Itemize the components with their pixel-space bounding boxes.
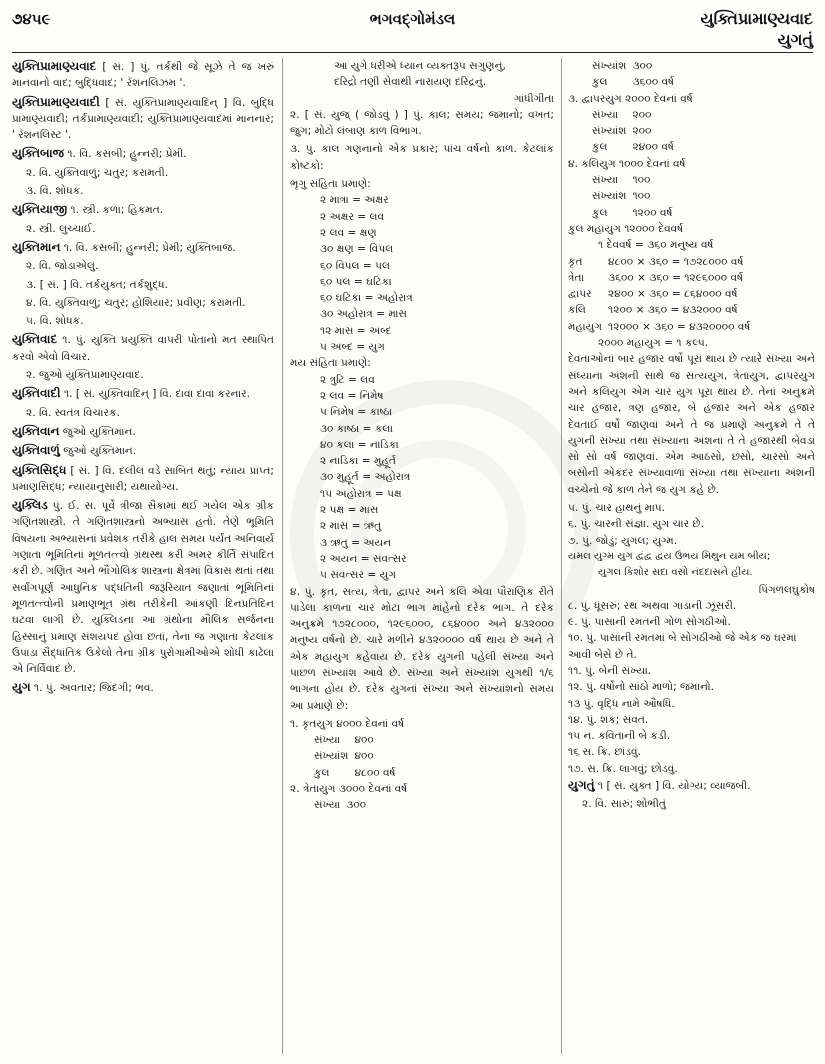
headword: યુક્તિવાળું xyxy=(12,443,60,458)
headword: યુક્લિડ xyxy=(12,498,48,513)
cell-value: ૩૦૦ xyxy=(632,60,653,72)
list-item: ૫ અબ્દ = યુગ xyxy=(320,341,385,354)
list-item: ૧૧. પું. બેની સંખ્યા. xyxy=(568,664,652,677)
cell-label: સંખ્યાંશ xyxy=(314,750,349,763)
bhrigu-table xyxy=(290,192,554,355)
definition: ૧. પું. અવતાર; જિંદગી; ભવ. xyxy=(30,682,154,695)
definition: ૧ [ સં. યુક્ત ] વિ. યોગ્ય; વ્યાજબી. xyxy=(594,780,751,793)
dictionary-entry xyxy=(12,331,274,365)
list-item: ૬૦ વિપલ = પલ xyxy=(320,259,391,272)
definition: [ સં. યુક્તિપ્રામાણ્યવાદિન્ ] વિ. બુદ્ધિ પ્રામાણ્યવાદી; તર્કપ્રામાણ્યવાદી; યુક્તિપ્રામાણ્યવાદમાં માનનાર; ' રૅશનલિસ્ટ '. xyxy=(12,96,274,142)
dictionary-entry xyxy=(12,94,274,144)
definition: પું. ઈ. સ. પૂર્વે ત્રીજા સૈકામાં થઈ ગયેલ એક ગ્રીક ગણિતશાસ્ત્રી. તે ગણિતશાસ્ત્રનો અભ્યાસ હતો. તેણે ભૂમિતિ વિષયના અભ્યાસનાં પ્રવેશક તરીકે હાલ સમય પર્યંત અનિવાર્ય ગણાતા ભૂમિતિનાં મૂળતત્ત્વો ગ્રંથસ્થ કરી અમર કીર્તિ સંપાદિત કરી છે. ગણિત અને ભૌગોલિક શાસ્ત્રના ક્ષેત્રમાં વિકાસ થતાં તથા સર્વાંગપૂર્ણ આધુનિક પદ્ધતિની જરૂરિયાત જણાતાં ભૂમિતિનાં મૂળતત્ત્વોની પ્રમાણભૂત ગ્રંથ તરીકેની આંકણી દિનપ્રતિદિન ઘટવા લાગી છે. યુક્લિડના આ ગ્રંથોના મૌલિક સર્જનના હિસ્સાનું પ્રમાણ સંશયપદ હોવા છતાં, તેના જ ગણાતા કેટલાક ઉપાડા સૈદ્ધાંતિક ઉકેલો તેના ગ્રીક પુરોગામીઓએ શોધી કાઢેલા એ નિર્વિવાદ છે. xyxy=(12,500,274,676)
sense-list xyxy=(568,500,815,549)
quote-line: દરિદ્રો તણી સેવાથી નારાયણ દરિદ્રનું. xyxy=(334,76,487,89)
dictionary-entry xyxy=(12,442,274,459)
dictionary-entry xyxy=(12,405,274,421)
cell-value: ૨૦૦ xyxy=(632,108,652,121)
definition: ૧. વિ. કસબી; હુન્નરી; પ્રેમી. xyxy=(63,148,187,161)
list-item: ૧૪. પું. શક; સંવત. xyxy=(568,713,649,726)
cell-label: કુલ xyxy=(592,141,608,154)
quote-line: આ યુગે ધરીએ ધ્યાન વ્યક્તરૂપ સગુણનું, xyxy=(334,60,506,72)
table-row xyxy=(568,254,756,270)
list-item: ૫ સંવત્સર = યુગ xyxy=(320,569,397,582)
list-item: ૨ લવ = નિમેષ xyxy=(320,389,384,402)
cell-value: ૨૪૦૦ વર્ષ xyxy=(632,141,674,154)
cell-value: ૪૦૦ xyxy=(354,750,374,763)
dictionary-entry xyxy=(12,313,274,329)
dictionary-entry xyxy=(12,165,274,181)
bhrigu-heading: ભૃગુ સંહિતા પ્રમાણે: xyxy=(290,178,371,191)
guide-word-bottom: યુગતું xyxy=(777,30,813,49)
column-2 xyxy=(290,58,554,814)
dictionary-entry xyxy=(12,497,274,677)
definition: ૨. જુઓ યુક્તિપ્રામાણ્યવાદ. xyxy=(26,369,144,382)
list-item: ૩૦ અહોરાત્ર = માસ xyxy=(320,308,408,321)
dictionary-entry xyxy=(12,183,274,199)
column-1 xyxy=(12,58,274,699)
definition: ૧. સ્ત્રી. કળા; હિકમત. xyxy=(67,204,164,217)
cell-value: ૩૬૦૦ × ૩૬૦ = ૧૨૯૬૦૦૦ વર્ષ xyxy=(608,271,743,284)
dictionary-entry xyxy=(12,423,274,440)
dictionary-entry xyxy=(12,239,274,256)
column-divider xyxy=(282,58,283,1054)
cell-label: કુલ xyxy=(592,76,608,89)
cell-label: સંખ્યા xyxy=(592,174,619,187)
treta-table xyxy=(314,797,372,813)
definition: ૨. વિ. સ્વતંત્ર વિચારક. xyxy=(26,406,120,419)
list-item: ૬. પું. ચારની સંજ્ઞા. યુગ ચાર છે. xyxy=(568,518,704,531)
cell-value: ૧૨૦૦ વર્ષ xyxy=(632,206,673,219)
cell-label: સંખ્યા xyxy=(314,799,341,812)
mahayuga-total: કુલ મહાયુગ ૧૨૦૦૦ દેવવર્ષ xyxy=(568,222,684,235)
definition: ૩. [ સં. ] વિ. તર્કયુક્ત; તર્કશુદ્ધ. xyxy=(26,278,168,291)
cell-label: ત્રેતા xyxy=(568,271,585,284)
list-item: ૬૦ ઘટિકા = અહોરાત્ર xyxy=(320,292,413,305)
cell-label: કલિ xyxy=(568,304,586,317)
list-item: ૧૨. પું. વર્ષોનો સાંઠો માળો; જમાનો. xyxy=(568,681,715,694)
guide-word-top: યુક્તિપ્રામાણ્યવાદ xyxy=(700,9,813,28)
dvapar-heading: ૩. દ્વાપરયુગ ૨૦૦૦ દેવનાં વર્ષ xyxy=(568,92,693,105)
cell-value: ૪૮૦૦ × ૩૬૦ = ૧૭૨૮૦૦૦ વર્ષ xyxy=(608,255,744,268)
definition: જુઓ યુક્તિમાન. xyxy=(59,425,136,438)
book-title: ભગવદ્ગોમંડલ xyxy=(369,10,456,28)
cell-label: સંખ્યાંશ xyxy=(592,60,627,72)
cell-label: સંખ્યા xyxy=(592,108,619,121)
cell-label: મહાયુગ xyxy=(568,320,603,333)
cell-value: ૨૪૦૦ × ૩૬૦ = ૮૬૪૦૦૦ વર્ષ xyxy=(608,288,738,301)
entry-yugatu xyxy=(568,777,815,794)
list-item: ૧૫ અહોરાત્ર = પક્ષ xyxy=(320,487,402,500)
definition: ૧. [ સં. યુક્તિવાદિન્ ] વિ. દાવા દાવા કરનાર. xyxy=(60,388,250,401)
headword: યુક્તિપ્રામાણ્યવાદ xyxy=(12,59,97,73)
kalpa-line: ૨૦૦૦ મહાયુગ = ૧ કલ્પ. xyxy=(598,337,709,350)
dvapar-table xyxy=(592,107,680,156)
list-item: ૫. પું. ચાર હાથનું માપ. xyxy=(568,502,666,515)
list-item: ૩૦ ક્ષણ = વિપલ xyxy=(320,243,394,256)
headword: યુક્તિવાદી xyxy=(12,386,61,401)
cell-value: ૧૨૦૦૦ × ૩૬૦ = ૪૩૨૦૦૦૦ વર્ષ xyxy=(608,320,751,333)
headword: યુક્તિસિદ્ધ xyxy=(12,462,67,477)
dictionary-entry xyxy=(12,385,274,402)
list-item: ૭. પું. જોડું; યુગલ; યુગ્મ. xyxy=(568,534,678,547)
list-item: ૨ નાડિકા = મુહૂર્ત xyxy=(320,455,397,468)
headword: યુગતું xyxy=(568,778,595,793)
cell-label: કૃત xyxy=(568,255,583,268)
verse-line: યમલ યુગ્મ યુગ દ્વંદ્વ દ્વય ઉભય મિથુન યમ બીય; xyxy=(568,550,771,562)
calc-table xyxy=(568,254,756,335)
sense-4: ૪. પું. કૃત, સત્ય, ત્રેતા, દ્વાપર અને કલિ એવા પૌરાણિક રીતે પાડેલા કાળના ચાર મોટા ભાગ માંહેનો દરેક ભાગ. તે દરેક અનુક્રમે ૧૭૨૮૦૦૦, ૧૨૯૬૦૦૦, ૮૬૪૦૦૦ અને ૪૩૨૦૦૦ મનુષ્ય વર્ષનો છે. ચારે મળીને ૪૩૨૦૦૦૦ વર્ષ થાય છે અને તે એક મહાયુગ કહેવાય છે. દરેક યુગની પહેલી સંખ્યા અને પાછળ સંખ્યાંશ આવે છે. સંખ્યા અને સંખ્યાંશ યુગથી ૧/૬ ભાગના હોય છે. દરેક યુગનાં સંખ્યા અને સંખ્યાંશનો સમય આ પ્રમાણે છે: xyxy=(290,585,554,712)
dictionary-entry xyxy=(12,367,274,383)
cell-label: કુલ xyxy=(592,206,608,219)
definition: ૫. વિ. શોધક. xyxy=(26,315,84,328)
list-item: ૧૨ માસ = અબ્દ xyxy=(320,324,392,337)
table-row xyxy=(568,302,756,318)
entry-sense: ૨. વિ. સારું; શોભીતું xyxy=(582,798,666,811)
list-item: ૯. પું. પાસાની રમતની ગોળ સોગઠીઓ. xyxy=(568,616,731,629)
page-header xyxy=(12,8,813,56)
verse-source: પિંગળલઘુકોષ xyxy=(758,583,815,596)
dictionary-entry xyxy=(12,221,274,237)
definition: [ સં. ] વિ. દલીલ વડે સાબિત થતું; ન્યાય પ્રાપ્ત; પ્રમાણસિદ્ધ; ન્યાયાનુસારી; યથાયોગ્ય. xyxy=(12,464,274,493)
dictionary-entry xyxy=(12,201,274,218)
cell-value: ૩૦૦ xyxy=(346,799,367,812)
guide-words xyxy=(700,8,813,50)
table-row xyxy=(314,732,402,748)
list-item: ૩ ઋતુ = અયન xyxy=(320,536,392,549)
list-item: ૩૦ કાષ્ઠા = કલા xyxy=(320,422,393,435)
list-item: ૫ નિમેષ = કાષ્ઠા xyxy=(320,406,393,419)
table-row xyxy=(592,172,679,188)
table-row xyxy=(592,74,680,90)
page-number: ૭૪૫૯ xyxy=(12,10,51,28)
header-rule xyxy=(12,52,813,53)
list-item: ૪૦ કલા = નાડિકા xyxy=(320,438,399,451)
list-item: ૨ અયન = સંવત્સર xyxy=(320,552,407,565)
table-row xyxy=(568,319,756,335)
list-item: ૨ પક્ષ = માસ xyxy=(320,504,379,517)
list-item: ૨ માસ = ઋતુ xyxy=(320,520,382,533)
cell-value: ૪૮૦૦ વર્ષ xyxy=(354,766,396,779)
maya-heading: મય સંહિતા પ્રમાણે: xyxy=(290,357,371,370)
treta-heading: ૨. ત્રેતાયુગ ૩૦૦૦ દેવનાં વર્ષ xyxy=(290,783,408,796)
cell-value: ૩૬૦૦ વર્ષ xyxy=(632,76,675,89)
column-3 xyxy=(568,58,815,815)
table-row xyxy=(592,139,680,155)
definition: ૨. સ્ત્રી. લુચ્ચાઈ. xyxy=(26,222,96,235)
definition: ૨. વિ. જોડાએલું. xyxy=(26,260,99,273)
headword: યુક્તિવાદ xyxy=(12,332,58,347)
yuga-paragraph: દેવતાઓનાં બાર હજાર વર્ષો પૂરાં થાય છે ત્યારે સંખ્યા અને સંધ્યાના અંશની સાથે જ સત્યયુગ, ત્રેતાયુગ, દ્વાપરયુગ અને કલિયુગ એમ ચાર યુગ પૂરા થાય છે. તેનાં અનુક્રમે ચાર હજાર, ત્રણ હજાર, બે હજાર અને એક હજાર દેવતાઈ વર્ષો જાણવાં અને તે જ પ્રમાણે અનુક્રમે તે તે યુગની સંખ્યા તથા સંખ્યાના અંશનાં તે તે હજારથી બેવડાં સો સો વર્ષ જાણવાં. એમ આઠસો, છસો, ચારસો અને બસોની એકંદર સંખ્યાવાળાં સંખ્યા તથા સંખ્યાના અંશની વચ્ચેનો જે કાળ તેને જ યુગ કહે છે. xyxy=(568,353,815,496)
dictionary-entry xyxy=(12,258,274,274)
dictionary-entry xyxy=(12,295,274,311)
list-item: ૧૦. પું. પાસાની રમતમાં બે સોગઠીઓ જે એક જ ઘરમાં આવી બેસે છે તે. xyxy=(568,632,797,661)
cell-label: સંખ્યાંશ xyxy=(592,125,627,138)
cell-value: ૨૦૦ xyxy=(632,125,652,138)
table-row xyxy=(568,286,756,302)
list-item: ૮. પું. ધૂંસરું; રથ અથવા ગાડાની ઝૂંસરી. xyxy=(568,599,737,612)
maya-table xyxy=(290,372,554,584)
list-item: ૨ અક્ષર = લવ xyxy=(320,210,385,223)
list-item: ૧૭. સ. ક્રિ. લાગવું; છોડવું. xyxy=(568,762,678,775)
table-row xyxy=(314,748,402,764)
table-row xyxy=(592,205,679,221)
definition: ૨. વિ. યુક્તિવાળું; ચતુર; કરામતી. xyxy=(26,166,169,179)
table-row xyxy=(592,107,680,123)
krita-table xyxy=(314,732,402,781)
table-row xyxy=(568,270,756,286)
sense-3: ૩. પું. કાલ ગણનાનો એક પ્રકાર; પાંચ વર્ષનો કાળ. કેટલાંક કોષ્ટકો: xyxy=(290,143,554,172)
cell-value: ૧૦૦ xyxy=(632,190,651,203)
cell-value: ૧૨૦૦ × ૩૬૦ = ૪૩૨૦૦૦ વર્ષ xyxy=(608,304,738,317)
kali-table xyxy=(592,172,679,221)
definition: ૪. વિ. યુક્તિવાળું; ચતુર; હોશિયાર; પ્રવીણ; કરામતી. xyxy=(26,296,246,309)
dev-year: ૧ દેવવર્ષ = ૩૬૦ મનુષ્ય વર્ષ xyxy=(598,239,714,252)
definition: ૧. વિ. કસબી; હુન્નરી; પ્રેમી; યુક્તિબાજ. xyxy=(60,241,236,254)
table-row xyxy=(592,123,680,139)
definition: ૧. પું. યુક્તિ પ્રયુક્તિ વાપરી પોતાનો મત સ્થાપિત કરવો એવો વિચાર. xyxy=(12,334,274,363)
table-row xyxy=(592,188,679,204)
dictionary-entry xyxy=(12,679,274,696)
table-row xyxy=(314,765,402,781)
dictionary-entry xyxy=(12,58,274,92)
cell-value: ૧૦૦ xyxy=(632,174,651,187)
list-item: ૧૫ ન. કવિતાની બે કડી. xyxy=(568,730,671,743)
headword: યુગ xyxy=(12,680,31,695)
cell-label: સંખ્યાંશ xyxy=(592,190,627,203)
list-item: ૨ ત્રુટિ = લવ xyxy=(320,373,375,386)
quote-source: ગાંધીગીતા xyxy=(513,92,554,105)
headword: યુક્તિપ્રામાણ્યવાદી xyxy=(12,94,100,109)
headword: યુક્તિવાન xyxy=(12,423,60,438)
cell-value: ૪૦૦ xyxy=(354,734,374,747)
dictionary-entry xyxy=(12,145,274,162)
cell-label: કુલ xyxy=(314,766,330,779)
column-divider xyxy=(561,58,562,1054)
kali-heading: ૪. કલિયુગ ૧૦૦૦ દેવનાં વર્ષ xyxy=(568,157,686,170)
list-item: ૧૩ પું. વૃદ્ધિ નામે ઔષધિ. xyxy=(568,697,675,710)
list-item: ૩૦ મુહૂર્ત = અહોરાત્ર xyxy=(320,471,411,484)
dictionary-entry xyxy=(12,277,274,293)
list-item: ૨ લવ = ક્ષણ xyxy=(320,226,377,239)
cell-label: સંખ્યા xyxy=(314,734,341,747)
headword: યુક્તિયાજી xyxy=(12,202,68,217)
headword: યુક્તિબાજ xyxy=(12,146,64,161)
dictionary-entry xyxy=(12,462,274,496)
list-item: ૨ માત્રા = અક્ષર xyxy=(320,194,389,207)
definition: જુઓ યુક્તિમાન. xyxy=(59,445,137,458)
definition: ૩. વિ. શોધક. xyxy=(26,185,84,198)
treta-table-cont xyxy=(592,58,680,91)
list-item: ૧૬ સ. ક્રિ. છાંડવું. xyxy=(568,746,641,759)
sense-list-2 xyxy=(568,598,815,777)
table-row xyxy=(314,797,372,813)
table-row xyxy=(592,58,680,74)
headword: યુક્તિમાન xyxy=(12,239,61,254)
verse-line: યુગલ કિશોર સદા વસો નંદદાસને હીય. xyxy=(598,567,753,579)
krita-heading: ૧. કૃતયુગ ૪૦૦૦ દેવનાં વર્ષ xyxy=(290,717,405,730)
sense-2: ૨. [ સં. યુજ્ ( જોડવું ) ] પું. કાલ; સમય; જમાનો; વખત; જુગ; મોટો લંબાણ કાળ વિભાગ. xyxy=(290,108,554,138)
definition: [ સં. ] પું. તર્કથી જે સૂઝે તે જ ખરું માનવાનો વાદ; બુદ્ધિવાદ; ' રૅશનલિઝમ '. xyxy=(12,61,274,90)
list-item: ૬૦ પલ = ઘટિકા xyxy=(320,275,392,288)
cell-label: દ્વાપર xyxy=(568,288,592,301)
